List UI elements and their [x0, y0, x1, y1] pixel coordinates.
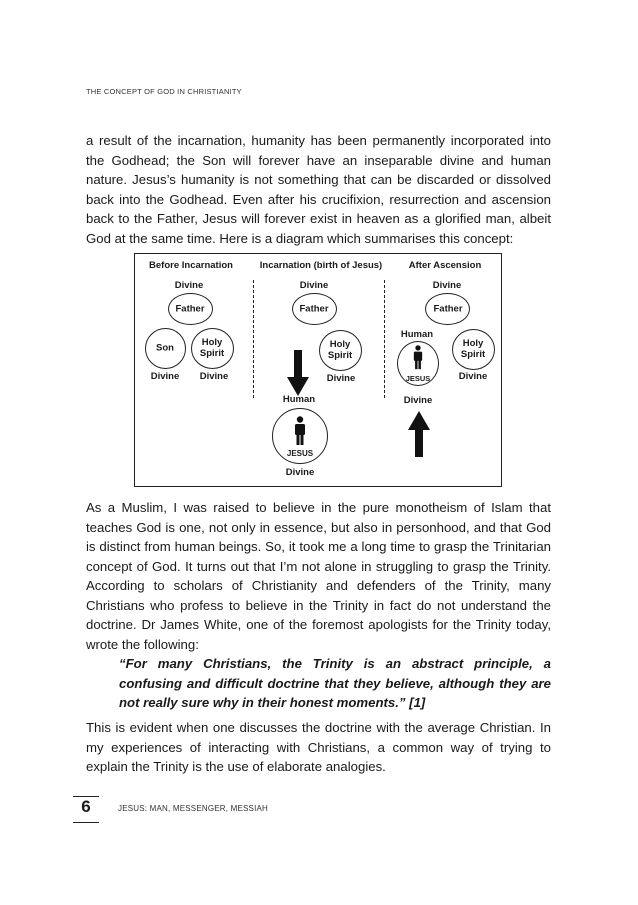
- after-divine-label: Divine: [432, 280, 462, 291]
- person-icon: [413, 345, 423, 370]
- after-spirit-label: Holy Spirit: [460, 338, 486, 360]
- before-son-label: Son: [156, 342, 174, 354]
- after-father-label: Father: [433, 303, 463, 315]
- page-number: 6: [81, 797, 91, 816]
- trinity-diagram: [134, 253, 502, 487]
- block-quote-james-white: “For many Christians, the Trinity is an abstract principle, a confusing and difficult doctrine that they believe, although they are not really sure why in their honest moments.” [1]: [119, 656, 551, 710]
- during-jesus-label: JESUS: [286, 449, 314, 458]
- during-divine-label: Divine: [299, 280, 329, 291]
- separator-left: [253, 280, 254, 398]
- after-spirit-caption: Divine: [458, 371, 488, 382]
- before-father-label: Father: [175, 303, 205, 315]
- separator-right: [384, 280, 385, 398]
- during-spirit-caption: Divine: [326, 373, 356, 384]
- down-arrow-icon: [287, 350, 309, 396]
- during-father-label: Father: [299, 303, 329, 315]
- heading-after-ascension: After Ascension: [408, 260, 482, 271]
- body-paragraph-analogies: This is evident when one discusses the doctrine with the average Christian. In my experiences of interacting with Christians, a common way of trying to explain the Trinity is the use of elaborate analogies.: [86, 720, 551, 774]
- after-human-label: Human: [400, 329, 434, 340]
- after-jesus-caption: Divine: [403, 395, 433, 406]
- person-icon: [294, 416, 306, 446]
- during-human-label: Human: [282, 394, 316, 405]
- body-paragraph-incarnation: a result of the incarnation, humanity has been permanently incorporated into the Godhead; the Son will forever have an inseparable divine and human nature. Jesus’s humanity is not something that can be discarded or dissolved back into the Godhead. Even after his crucifixion, resurrection and ascension back to the Father, Jesus will forever exist in heaven as a glorified man, albeit God at the same time. Here is a diagram which summarises this concept:: [86, 133, 551, 246]
- after-jesus-label: JESUS: [405, 374, 431, 383]
- heading-incarnation: Incarnation (birth of Jesus): [259, 260, 383, 271]
- running-head: THE CONCEPT OF GOD IN CHRISTIANITY: [86, 87, 242, 96]
- during-jesus-caption: Divine: [285, 467, 315, 478]
- body-paragraph-monotheism: As a Muslim, I was raised to believe in the pure monotheism of Islam that teaches God is one, not only in essence, but also in personhood, and that God is distinct from human beings. So, it took me a long time to grasp the Trinitarian concept of God. It turns out that I’m not alone in struggling to grasp the Trinity. According to scholars of Christianity and defenders of the Trinity, many Christians who profess to believe in the Trinity in fact do not understand the doctrine. Dr James White, one of the foremost apologists for the Trinity today, wrote the following:: [86, 500, 551, 652]
- before-son-caption: Divine: [150, 371, 180, 382]
- page-number-rule: [73, 822, 99, 823]
- before-divine-label: Divine: [174, 280, 204, 291]
- before-spirit-label: Holy Spirit: [199, 337, 225, 359]
- up-arrow-icon: [408, 411, 430, 457]
- heading-before-incarnation: Before Incarnation: [149, 260, 233, 271]
- before-spirit-caption: Divine: [199, 371, 229, 382]
- during-spirit-label: Holy Spirit: [327, 339, 353, 361]
- footer-book-title: JESUS: MAN, MESSENGER, MESSIAH: [118, 804, 269, 813]
